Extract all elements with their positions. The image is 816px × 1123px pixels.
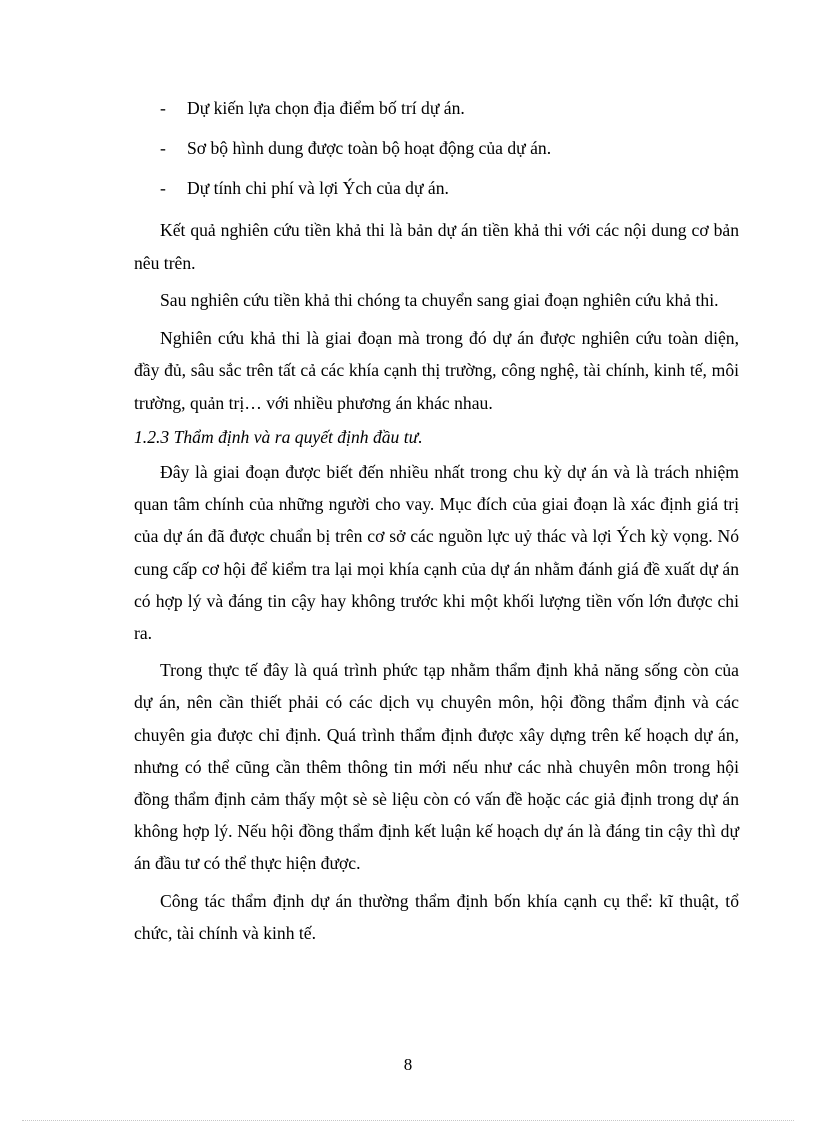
paragraph: Trong thực tế đây là quá trình phức tạp nhằm thẩm định khả năng sống còn của dự án, nên cần thiết phải có các dịch vụ chuyên môn, hội đồng thẩm định và các chuyên gia được chỉ định. Quá trình thẩm định được xây dựng trên kế hoạch dự án, nhưng có thể cũng cần thêm thông tin mới nếu như các nhà chuyên môn trong hội đồng thẩm định cảm thấy một sè sè liệu còn có vấn đề hoặc các giả định trong dự án không hợp lý. Nếu hội đồng thẩm định kết luận kế hoạch dự án là đáng tin cậy thì dự án đầu tư có thể thực hiện được. bbox=[134, 660, 739, 874]
paragraph: Công tác thẩm định dự án thường thẩm định bốn khía cạnh cụ thể: kĩ thuật, tổ chức, tài chính và kinh tế. bbox=[134, 890, 739, 943]
footer-divider bbox=[22, 1120, 794, 1121]
paragraph: Kết quả nghiên cứu tiền khả thi là bản dự án tiền khả thi với các nội dung cơ bản nêu trên. bbox=[134, 220, 739, 273]
bullet-item bbox=[134, 92, 739, 132]
section-heading: 1.2.3 Thẩm định và ra quyết định đầu tư. bbox=[134, 427, 423, 447]
bullet-dash: - bbox=[160, 98, 166, 118]
bullet-dash: - bbox=[160, 138, 166, 158]
bullet-item bbox=[134, 132, 739, 172]
paragraph: Đây là giai đoạn được biết đến nhiều nhất trong chu kỳ dự án và là trách nhiệm quan tâm chính của những người cho vay. Mục đích của giai đoạn là xác định giá trị của dự án đã được chuẩn bị trên cơ sở các nguồn lực uỷ thác và lợi Ých kỳ vọng. Nó cung cấp cơ hội để kiểm tra lại mọi khía cạnh của dự án nhằm đánh giá đề xuất dự án có hợp lý và đáng tin cậy hay không trước khi một khối lượng tiền vốn lớn được chi ra. bbox=[134, 462, 739, 644]
bullet-text: Dự kiến lựa chọn địa điểm bố trí dự án. bbox=[187, 98, 465, 118]
bullet-dash: - bbox=[160, 178, 166, 198]
paragraph: Nghiên cứu khả thi là giai đoạn mà trong đó dự án được nghiên cứu toàn diện, đầy đủ, sâu sắc trên tất cả các khía cạnh thị trường, công nghệ, tài chính, kinh tế, môi trường, quản trị… với nhiều phương án khác nhau. bbox=[134, 327, 739, 413]
bullet-item bbox=[134, 172, 739, 212]
bullet-text: Dự tính chi phí và lợi Ých của dự án. bbox=[187, 178, 449, 198]
document-body bbox=[134, 92, 739, 954]
page-number: 8 bbox=[403, 1055, 413, 1074]
bullet-text: Sơ bộ hình dung được toàn bộ hoạt động của dự án. bbox=[187, 138, 552, 158]
paragraph: Sau nghiên cứu tiền khả thi chóng ta chuyển sang giai đoạn nghiên cứu khả thi. bbox=[160, 290, 719, 310]
